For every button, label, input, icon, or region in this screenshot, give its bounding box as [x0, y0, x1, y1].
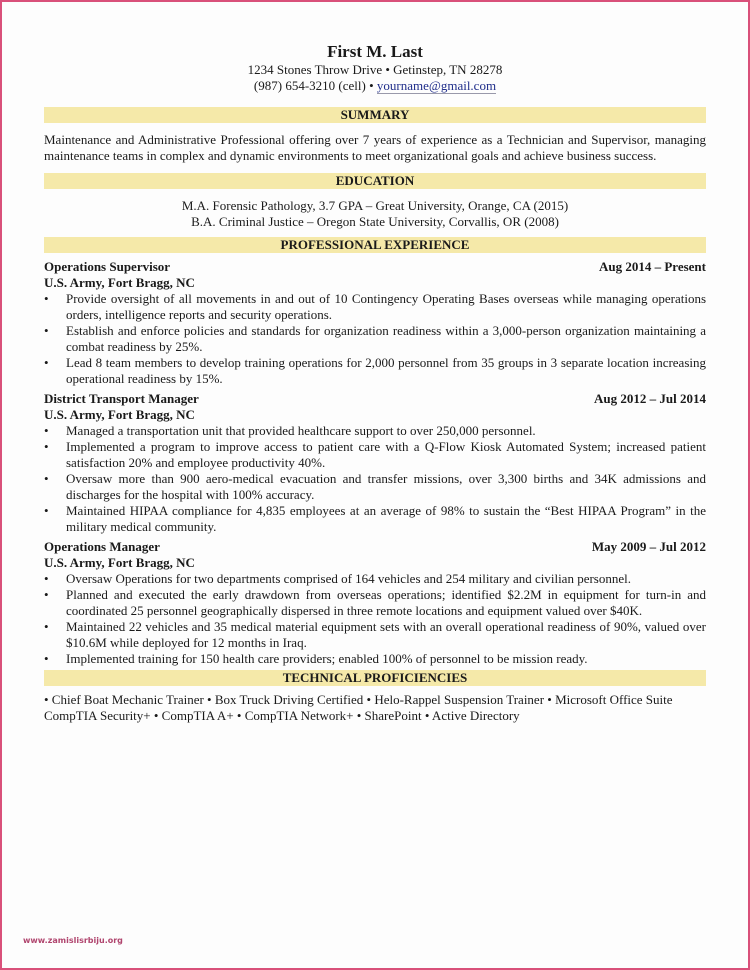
job-bullet: • Oversaw Operations for two departments comprised of 164 vehicles and 254 military and civilian personnel.	[44, 571, 706, 587]
phone: (987) 654-3210 (cell) •	[253, 78, 377, 93]
job-org: U.S. Army, Fort Bragg, NC	[44, 275, 195, 290]
job-bullets	[44, 423, 706, 535]
skills-heading: TECHNICAL PROFICIENCIES	[44, 670, 706, 686]
job-org: U.S. Army, Fort Bragg, NC	[44, 555, 195, 570]
address: 1234 Stones Throw Drive • Getinstep, TN 28278	[247, 62, 503, 77]
job-bullets	[44, 571, 706, 667]
summary-heading: SUMMARY	[44, 107, 706, 123]
skills-line: CompTIA Security+ • CompTIA A+ • CompTIA Network+ • SharePoint • Active Directory	[44, 708, 520, 723]
job-list	[44, 259, 706, 667]
experience-heading: PROFESSIONAL EXPERIENCE	[44, 237, 706, 253]
candidate-name: First M. Last	[327, 42, 423, 61]
job-org: U.S. Army, Fort Bragg, NC	[44, 407, 195, 422]
resume-page	[44, 42, 706, 724]
job-title: District Transport Manager	[44, 391, 199, 406]
watermark: www.zamislisrbiju.org	[23, 936, 123, 945]
education-heading: EDUCATION	[44, 173, 706, 189]
job-entry	[44, 539, 706, 667]
job-title: Operations Supervisor	[44, 259, 171, 274]
job-header	[44, 539, 706, 555]
job-bullet: • Maintained 22 vehicles and 35 medical material equipment sets with an overall operational readiness of 90%, valued over $10.6M while deployed for 12 months in Iraq.	[44, 619, 706, 651]
job-dates: May 2009 – Jul 2012	[591, 539, 706, 554]
contact-line	[44, 78, 706, 94]
job-header	[44, 259, 706, 275]
job-entry	[44, 259, 706, 387]
job-entry	[44, 391, 706, 535]
education-item: B.A. Criminal Justice – Oregon State University, Corvallis, OR (2008)	[191, 214, 559, 229]
job-bullet: • Implemented training for 150 health care providers; enabled 100% of personnel to be mission ready.	[44, 651, 706, 667]
job-bullet: • Oversaw more than 900 aero-medical evacuation and transfer missions, over 3,300 births and 34K admissions and discharges for the hospital with 100% accuracy.	[44, 471, 706, 503]
job-bullet: • Provide oversight of all movements in and out of 10 Contingency Operating Bases overseas while managing operations orders, intelligence reports and security operations.	[44, 291, 706, 323]
skills-line: • Chief Boat Mechanic Trainer • Box Truck Driving Certified • Helo-Rappel Suspension Trainer • Microsoft Office Suite	[44, 692, 673, 707]
summary-text: Maintenance and Administrative Professional offering over 7 years of experience as a Technician and Supervisor, managing maintenance teams in complex and dynamic environments to meet organizational goals and achieve business success.	[44, 132, 706, 163]
job-title: Operations Manager	[44, 539, 160, 554]
job-bullets	[44, 291, 706, 387]
job-dates: Aug 2014 – Present	[598, 259, 706, 274]
job-dates: Aug 2012 – Jul 2014	[594, 391, 706, 406]
job-bullet: • Maintained HIPAA compliance for 4,835 employees at an average of 98% to sustain the “Best HIPAA Program” in the military medical community.	[44, 503, 706, 535]
email-link[interactable]: yourname@gmail.com	[376, 78, 497, 93]
job-bullet: • Managed a transportation unit that provided healthcare support to over 250,000 personnel.	[44, 423, 706, 439]
job-bullet: • Implemented a program to improve access to patient care with a Q-Flow Kiosk Automated System; increased patient satisfaction 20% and employee productivity 40%.	[44, 439, 706, 471]
job-header	[44, 391, 706, 407]
job-bullet: • Establish and enforce policies and standards for organization readiness within a 3,000-person organization maintaining a combat readiness by 25%.	[44, 323, 706, 355]
job-bullet: • Planned and executed the early drawdown from overseas operations; identified $2.2M in equipment for turn-in and coordinated 25 personnel geographically dispersed in three remote locations and equipment valued over $40K.	[44, 587, 706, 619]
education-item: M.A. Forensic Pathology, 3.7 GPA – Great University, Orange, CA (2015)	[181, 198, 569, 213]
job-bullet: • Lead 8 team members to develop training operations for 2,000 personnel from 35 groups in 3 separate location increasing operational readiness by 15%.	[44, 355, 706, 387]
